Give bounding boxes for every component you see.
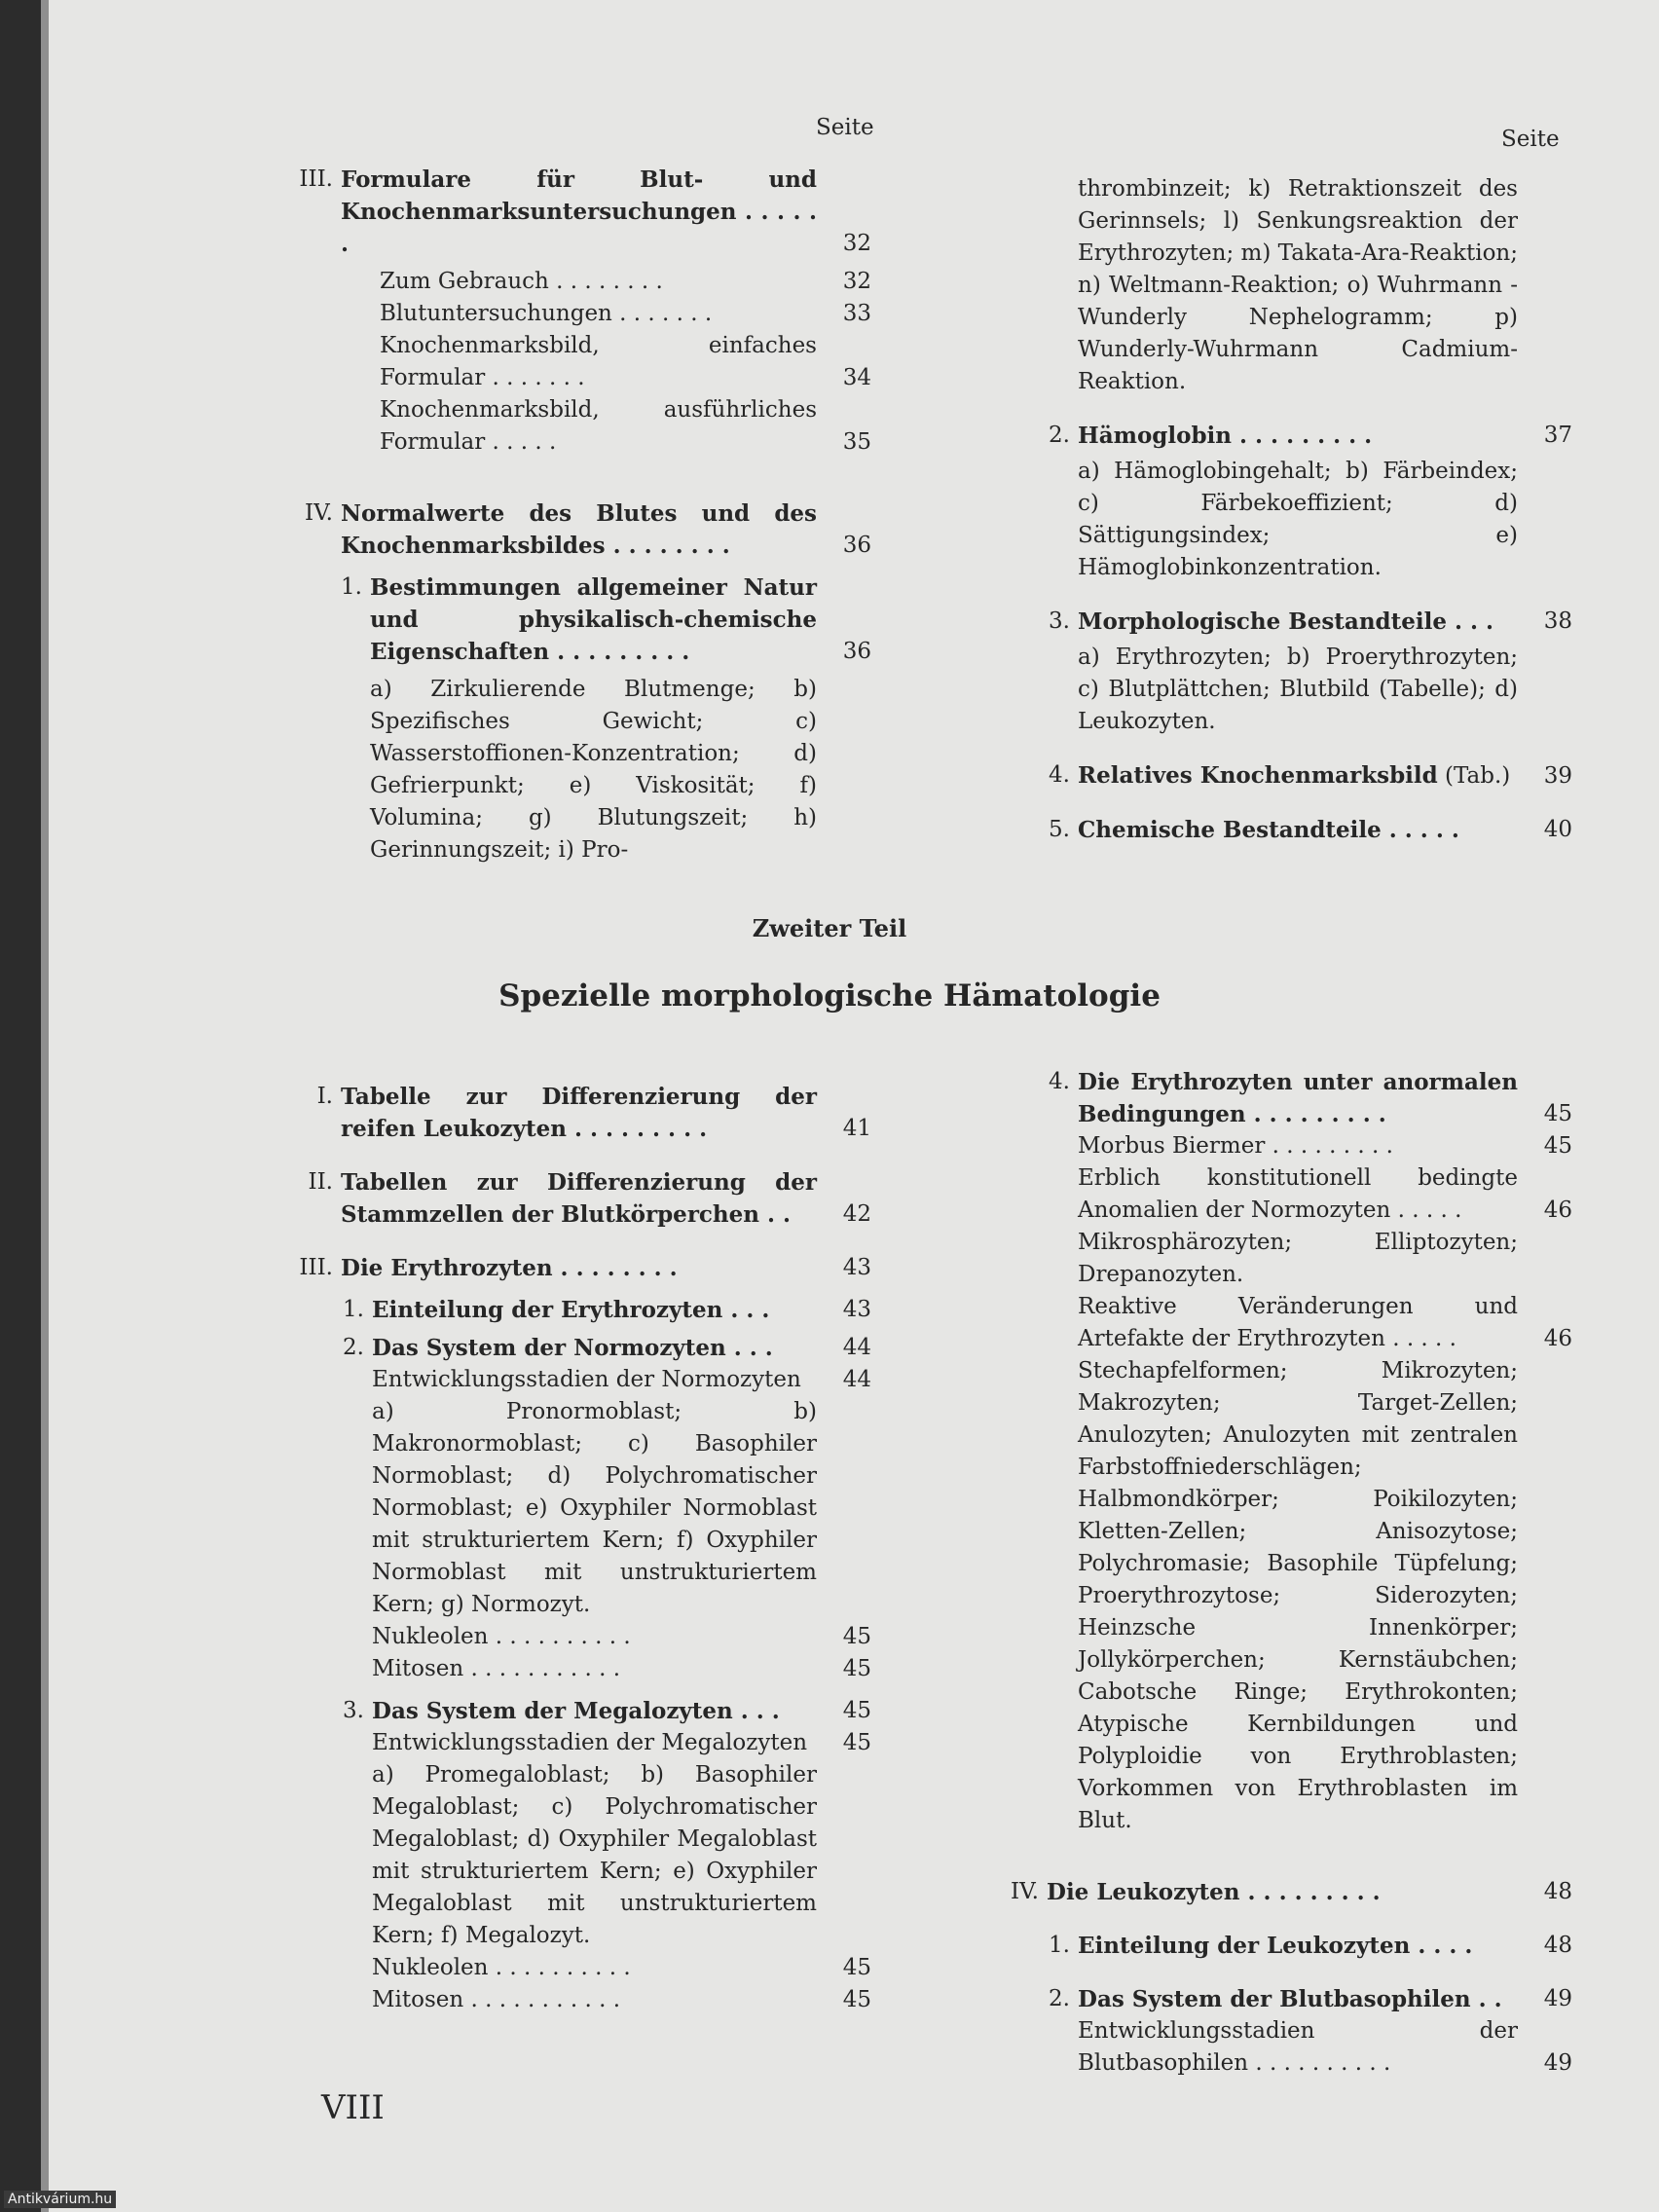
seite-label-left: Seite	[816, 115, 874, 140]
toc-entry-morphologische-text	[988, 642, 1572, 738]
page-number: 43	[842, 1255, 871, 1280]
page-number: 45	[842, 1656, 871, 1681]
page-number: 34	[842, 365, 871, 390]
entry-number: 1.	[343, 1297, 364, 1322]
page-number: 45	[842, 1624, 871, 1649]
page-number: 35	[842, 429, 871, 455]
toc-top-left	[282, 164, 871, 866]
entry-title: Blutuntersuchungen . . . . . . .	[380, 301, 713, 326]
page-number: 46	[1543, 1198, 1572, 1223]
entry-number: 1.	[341, 574, 362, 600]
toc-entry-blutuntersuchungen	[282, 298, 871, 330]
entry-number: IV.	[305, 500, 333, 526]
page-number: 40	[1543, 817, 1572, 842]
page-folio: VIII	[321, 2088, 385, 2127]
page-number: 36	[842, 533, 871, 558]
page-number: 32	[842, 231, 871, 256]
page-number: 43	[842, 1297, 871, 1322]
entry-title: Das System der Normozyten . . .	[372, 1335, 773, 1361]
toc-entry-kmb-einfach	[282, 330, 871, 394]
entry-title: Morbus Biermer . . . . . . . . .	[1078, 1133, 1393, 1159]
page-number: 37	[1543, 423, 1572, 448]
page-number: 49	[1543, 2050, 1572, 2076]
entry-number: 4.	[1049, 1069, 1070, 1094]
toc-entry-e1-einteilung	[282, 1294, 871, 1326]
toc-entry-l1-einteilung	[988, 1930, 1572, 1962]
entry-number: IV.	[1011, 1879, 1039, 1904]
toc-entry-l2-basophile	[988, 1983, 1572, 2015]
entry-title: Hämoglobin . . . . . . . . .	[1078, 423, 1373, 449]
entry-title: Tabellen zur Differenzierung der Stammzellen der Blutkörperchen . .	[341, 1169, 817, 1228]
entry-number: 2.	[1049, 423, 1070, 448]
toc-entry-gebrauch	[282, 266, 871, 298]
toc-entry-biermer	[988, 1130, 1572, 1162]
entry-title: Die Erythrozyten . . . . . . . .	[341, 1255, 678, 1281]
entry-title: Tabelle zur Differenzierung der reifen Leukozyten . . . . . . . . .	[341, 1084, 817, 1142]
page-number: 33	[842, 301, 871, 326]
toc-entry-e2-text	[282, 1396, 871, 1621]
toc-entry-i-tabelle	[282, 1081, 871, 1145]
entry-title: Knochenmarksbild, einfaches Formular . . . . . . .	[380, 333, 817, 390]
toc-entry-e4-anormal	[988, 1066, 1572, 1130]
entry-number: 3.	[343, 1698, 364, 1723]
toc-entry-iv-1-bestimmungen	[282, 571, 871, 668]
page-number: 48	[1543, 1933, 1572, 1958]
entry-description: a) Zirkulierende Blutmenge; b) Spezifisches Gewicht; c) Wasserstoffionen-Konzentration; d) Gefrierpunkt; e) Viskosität; f) Volumina; g) Blutungszeit; h) Gerinnungszeit; i) Pro-	[370, 677, 817, 863]
toc-entry-l2-stadien	[988, 2015, 1572, 2080]
page-number: 45	[842, 1987, 871, 2012]
page-number: 42	[842, 1201, 871, 1227]
entry-number: 2.	[343, 1335, 364, 1360]
entry-title: Mitosen . . . . . . . . . . .	[372, 1987, 621, 2012]
toc-entry-haemoglobin	[988, 420, 1572, 452]
toc-entry-morphologische	[988, 606, 1572, 638]
page-number: 45	[842, 1698, 871, 1723]
entry-title: Reaktive Veränderungen und Artefakte der Erythrozyten . . . . .	[1078, 1294, 1518, 1351]
entry-title: Knochenmarksbild, ausführliches Formular . . . . .	[380, 397, 817, 455]
entry-title: Entwicklungsstadien der Megalozyten	[372, 1730, 808, 1755]
toc-entry-iii-erythrozyten	[282, 1252, 871, 1284]
toc-top-right	[988, 173, 1572, 846]
toc-entry-iv-1-text	[282, 674, 871, 866]
entry-description: a) Erythrozyten; b) Proerythrozyten; c) Blutplättchen; Blutbild (Tabelle); d) Leukozyten.	[1078, 645, 1518, 734]
toc-entry-continuation	[988, 173, 1572, 398]
entry-title: Nukleolen . . . . . . . . . .	[372, 1624, 631, 1649]
book-gutter-shadow	[41, 0, 49, 2212]
page-number: 45	[1543, 1133, 1572, 1159]
toc-entry-e2-nukleolen	[282, 1621, 871, 1653]
page-number: 44	[842, 1335, 871, 1360]
entry-title: Chemische Bestandteile . . . . .	[1078, 817, 1459, 843]
book-gutter-edge	[0, 0, 41, 2212]
page-number: 39	[1543, 763, 1572, 789]
entry-number: I.	[316, 1084, 333, 1109]
entry-number: II.	[308, 1169, 333, 1195]
toc-entry-ii-tabellen	[282, 1166, 871, 1231]
toc-entry-e3-text	[282, 1759, 871, 1952]
entry-number: 2.	[1049, 1986, 1070, 2011]
page-number: 44	[842, 1367, 871, 1392]
toc-entry-e2-normozyten	[282, 1332, 871, 1364]
entry-title: Bestimmungen allgemeiner Natur und physikalisch-chemische Eigenschaften . . . . . . . . .	[370, 574, 817, 665]
entry-title: Entwicklungsstadien der Blutbasophilen . . . . . . . . . .	[1078, 2018, 1518, 2076]
toc-entry-e2-stadien	[282, 1364, 871, 1396]
page-number: 32	[842, 269, 871, 294]
entry-title: Die Leukozyten . . . . . . . . .	[1047, 1879, 1381, 1905]
entry-title: Die Erythrozyten unter anormalen Bedingungen . . . . . . . . .	[1078, 1069, 1518, 1127]
toc-entry-erblich-text	[988, 1227, 1572, 1291]
entry-number: III.	[299, 1255, 333, 1280]
toc-entry-reaktive-text	[988, 1355, 1572, 1837]
entry-title: Einteilung der Leukozyten . . . .	[1078, 1933, 1473, 1959]
toc-entry-e2-mitosen	[282, 1653, 871, 1685]
entry-number: 3.	[1049, 608, 1070, 634]
section-part-heading: Zweiter Teil	[752, 914, 907, 942]
page-number: 46	[1543, 1326, 1572, 1351]
entry-title: Formulare für Blut- und Knochenmarksuntersuchungen . . . . . .	[341, 166, 817, 257]
entry-title: Das System der Megalozyten . . .	[372, 1698, 780, 1724]
toc-entry-kmb-ausfuehrlich	[282, 394, 871, 459]
entry-description: Mikrosphärozyten; Elliptozyten; Drepanozyten.	[1078, 1230, 1518, 1287]
page-number: 38	[1543, 608, 1572, 634]
entry-description: thrombinzeit; k) Retraktionszeit des Gerinnsels; l) Senkungsreaktion der Erythrozyten; m) Takata-Ara-Reaktion; n) Weltmann-Reaktion; o) Wuhrmann - Wunderly Nephelogramm; p) Wunderly-Wuhrmann Cadmium-Reaktion.	[1078, 176, 1518, 394]
entry-title: Normalwerte des Blutes und des Knochenmarksbildes . . . . . . . .	[341, 500, 817, 559]
entry-title: Morphologische Bestandteile . . .	[1078, 608, 1494, 635]
toc-entry-e3-mitosen	[282, 1984, 871, 2016]
toc-bottom-right	[988, 1066, 1572, 2080]
page-number: 36	[842, 639, 871, 664]
entry-title: Entwicklungsstadien der Normozyten	[372, 1367, 801, 1392]
toc-entry-chemische	[988, 814, 1572, 846]
entry-number: 5.	[1049, 817, 1070, 842]
toc-entry-reaktive	[988, 1291, 1572, 1355]
toc-entry-erblich	[988, 1162, 1572, 1227]
page-number: 45	[842, 1955, 871, 1980]
entry-title: Erblich konstitutionell bedingte Anomalien der Normozyten . . . . .	[1078, 1165, 1518, 1223]
entry-description: a) Pronormoblast; b) Makronormoblast; c) Basophiler Normoblast; d) Polychromatischer Normoblast; e) Oxyphiler Normoblast mit strukturiertem Kern; f) Oxyphiler Normoblast mit unstrukturiertem Kern; g) Normozyt.	[372, 1399, 817, 1617]
toc-entry-haemoglobin-text	[988, 456, 1572, 584]
toc-entry-iv-normalwerte	[282, 498, 871, 562]
entry-description: a) Hämoglobingehalt; b) Färbeindex; c) Färbekoeffizient; d) Sättigungsindex; e) Hämoglobinkonzentration.	[1078, 459, 1518, 580]
entry-title: Nukleolen . . . . . . . . . .	[372, 1955, 631, 1980]
toc-entry-e3-megalozyten	[282, 1695, 871, 1727]
toc-entry-iii-formulare	[282, 164, 871, 260]
section-title-heading: Spezielle morphologische Hämatologie	[498, 978, 1161, 1014]
entry-title: Mitosen . . . . . . . . . . .	[372, 1656, 621, 1681]
entry-title: Einteilung der Erythrozyten . . .	[372, 1297, 770, 1323]
page-number: 49	[1543, 1986, 1572, 2011]
page-number: 45	[1543, 1101, 1572, 1126]
entry-description: a) Promegaloblast; b) Basophiler Megaloblast; c) Polychromatischer Megaloblast; d) Oxyphiler Megaloblast mit strukturiertem Kern; e) Oxyphiler Megaloblast mit unstrukturiertem Kern; f) Megalozyt.	[372, 1762, 817, 1948]
page-number: 45	[842, 1730, 871, 1755]
entry-number: 4.	[1049, 762, 1070, 788]
entry-title: Relatives Knochenmarksbild	[1078, 762, 1438, 789]
toc-bottom-left	[282, 1081, 871, 2016]
watermark: Antikvárium.hu	[4, 2191, 116, 2208]
toc-entry-e3-nukleolen	[282, 1952, 871, 1984]
toc-entry-e3-stadien	[282, 1727, 871, 1759]
entry-description: Stechapfelformen; Mikrozyten; Makrozyten; Target-Zellen; Anulozyten; Anulozyten mit zentralen Farbstoffniederschlägen; Halbmondkörper; Poikilozyten; Kletten-Zellen; Anisozytose; Polychromasie; Basophile Tüpfelung; Proerythrozytose; Siderozyten; Heinzsche Innenkörper; Jollykörperchen; Kernstäubchen; Cabotsche Ringe; Erythrokonten; Atypische Kernbildungen und Polyploidie von Erythroblasten; Vorkommen von Erythroblasten im Blut.	[1078, 1358, 1518, 1833]
page-number: 41	[842, 1116, 871, 1141]
page-number: 48	[1543, 1879, 1572, 1904]
toc-entry-knochenmarksbild	[988, 759, 1572, 793]
toc-entry-iv-leukozyten	[988, 1876, 1572, 1908]
seite-label-right: Seite	[1501, 127, 1560, 152]
entry-number: 1.	[1049, 1933, 1070, 1958]
entry-suffix: (Tab.)	[1445, 763, 1511, 789]
entry-title: Zum Gebrauch . . . . . . . .	[380, 269, 663, 294]
entry-title: Das System der Blutbasophilen . .	[1078, 1986, 1502, 2012]
entry-number: III.	[299, 166, 333, 192]
